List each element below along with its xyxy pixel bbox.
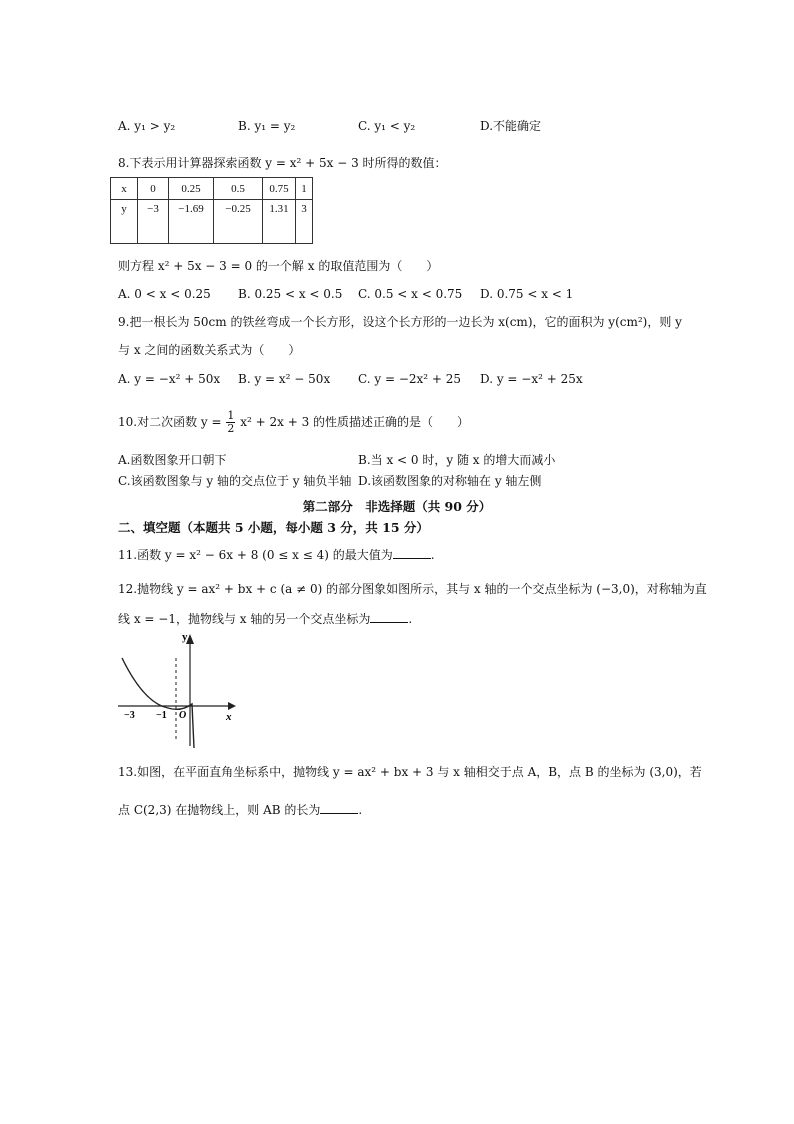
q13-answer-blank xyxy=(320,801,358,814)
table-cell: 0 xyxy=(138,178,169,200)
q10-stem-prefix: 10.对二次函数 y = xyxy=(118,415,222,429)
q12-parabola-figure xyxy=(116,628,240,752)
q11-stem xyxy=(118,546,435,563)
q13-stem-line2-wrap xyxy=(118,801,362,818)
q7-option-c: C. y₁ < y₂ xyxy=(358,119,416,133)
q12-stem-line1: 12.抛物线 y = ax² + bx + c (a ≠ 0) 的部分图象如图所示，其与 x 轴的一个交点坐标为 (−3,0)，对称轴为直 xyxy=(118,582,707,596)
q11-end: . xyxy=(430,548,435,562)
table-header-x: x xyxy=(111,178,138,200)
q8-option-b: B. 0.25 < x < 0.5 xyxy=(238,287,343,301)
q8-option-a: A. 0 < x < 0.25 xyxy=(118,287,211,301)
q10-stem-suffix: x² + 2x + 3 的性质描述正确的是（ ） xyxy=(240,415,470,429)
q7-option-d: D.不能确定 xyxy=(480,119,542,133)
q10-stem xyxy=(118,408,469,436)
table-row xyxy=(111,200,313,244)
q9-option-b: B. y = x² − 50x xyxy=(238,372,331,386)
q7-option-b: B. y₁ = y₂ xyxy=(238,119,296,133)
table-header-y: y xyxy=(111,200,138,244)
table-cell: 3 xyxy=(296,200,313,244)
q9-stem-line2: 与 x 之间的函数关系式为（ ） xyxy=(118,343,301,357)
q11-answer-blank xyxy=(393,546,431,559)
table-cell: 0.25 xyxy=(169,178,214,200)
q8-stem: 8.下表示用计算器探索函数 y = x² + 5x − 3 时所得的数值： xyxy=(118,156,447,170)
q9-option-c: C. y = −2x² + 25 xyxy=(358,372,462,386)
q11-text: 11.函数 y = x² − 6x + 8 (0 ≤ x ≤ 4) 的最大值为 xyxy=(118,548,393,562)
q13-end: . xyxy=(358,803,363,817)
q10-option-d: D.该函数图象的对称轴在 y 轴左侧 xyxy=(358,474,542,488)
figure-label-minus1: −1 xyxy=(156,710,167,721)
q12-stem-line2: 线 x = −1，抛物线与 x 轴的另一个交点坐标为 xyxy=(118,612,371,626)
x-axis-arrow xyxy=(228,702,236,710)
q8-question: 则方程 x² + 5x − 3 = 0 的一个解 x 的取值范围为（ ） xyxy=(118,259,439,273)
figure-y-label: y xyxy=(182,631,188,643)
q13-stem-line1: 13.如图，在平面直角坐标系中，抛物线 y = ax² + bx + 3 与 x 轴相交于点 A，B，点 B 的坐标为 (3,0)，若 xyxy=(118,765,702,779)
q9-option-a: A. y = −x² + 50x xyxy=(118,372,221,386)
table-cell: 1 xyxy=(296,178,313,200)
q10-fraction-denominator: 2 xyxy=(227,422,235,435)
q9-option-d: D. y = −x² + 25x xyxy=(480,372,583,386)
q13-stem-line2: 点 C(2,3) 在抛物线上，则 AB 的长为 xyxy=(118,803,321,817)
q10-fraction xyxy=(226,410,235,435)
part2-heading: 第二部分 非选择题（共 90 分） xyxy=(302,499,492,514)
q10-option-b: B.当 x < 0 时，y 随 x 的增大而减小 xyxy=(358,453,556,467)
q10-option-a: A.函数图象开口朝下 xyxy=(118,453,227,467)
q10-fraction-numerator: 1 xyxy=(227,409,235,422)
table-cell: 0.5 xyxy=(214,178,263,200)
figure-label-minus3: −3 xyxy=(124,710,135,721)
q8-option-c: C. 0.5 < x < 0.75 xyxy=(358,287,463,301)
table-cell: −3 xyxy=(138,200,169,244)
q9-stem-line1: 9.把一根长为 50cm 的铁丝弯成一个长方形，设这个长方形的一边长为 x(cm)，它的面积为 y(cm²)，则 y xyxy=(118,315,682,329)
figure-label-origin: O xyxy=(179,710,187,721)
q8-option-d: D. 0.75 < x < 1 xyxy=(480,287,574,301)
q12-end: . xyxy=(408,612,413,626)
q12-answer-blank xyxy=(370,610,408,623)
q10-option-c: C.该函数图象与 y 轴的交点位于 y 轴负半轴 xyxy=(118,474,352,488)
q7-option-a: A. y₁ > y₂ xyxy=(118,119,176,133)
parabola-curve xyxy=(122,658,194,748)
table-cell: 0.75 xyxy=(263,178,296,200)
figure-x-label: x xyxy=(226,711,232,723)
q12-stem-line2-wrap xyxy=(118,610,412,627)
q8-value-table xyxy=(110,177,313,244)
section2-heading: 二、填空题（本题共 5 小题，每小题 3 分，共 15 分） xyxy=(118,520,429,535)
table-row xyxy=(111,178,313,200)
table-cell: −1.69 xyxy=(169,200,214,244)
table-cell: −0.25 xyxy=(214,200,263,244)
table-cell: 1.31 xyxy=(263,200,296,244)
